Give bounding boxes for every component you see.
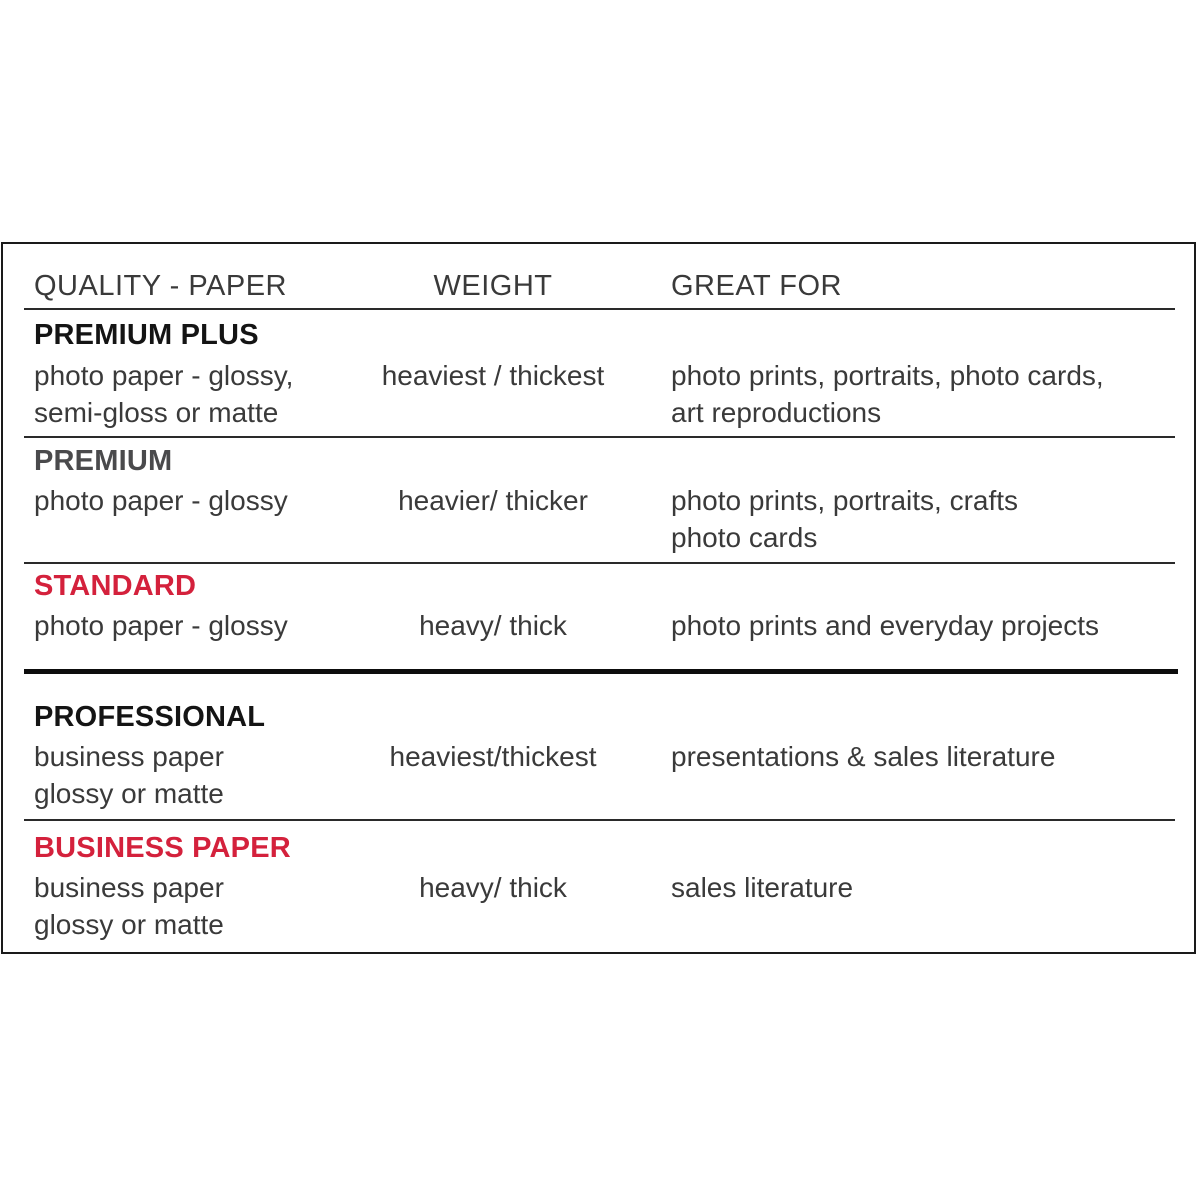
row-weight: heavy/ thick: [419, 610, 567, 641]
row-description: [34, 607, 288, 644]
row-great-for-line: sales literature: [671, 872, 854, 903]
row-weight: heaviest / thickest: [381, 360, 605, 391]
row-divider: [24, 819, 1175, 821]
row-great-for-line: photo prints, portraits, photo cards,: [671, 360, 1104, 391]
row-great-for-line: photo prints and everyday projects: [671, 610, 1100, 641]
row-description: [34, 869, 224, 943]
header-weight: WEIGHT: [433, 270, 553, 302]
row-description-line: glossy or matte: [34, 778, 224, 809]
row-description-line: photo paper - glossy,: [34, 360, 294, 391]
row-great-for-line: art reproductions: [671, 397, 882, 428]
row-description-line: business paper: [34, 872, 224, 903]
row-title: STANDARD: [34, 570, 197, 602]
row-weight: heavier/ thicker: [398, 485, 588, 516]
row-great-for-line: photo cards: [671, 522, 818, 553]
row-description-line: photo paper - glossy: [34, 610, 288, 641]
row-title: PREMIUM PLUS: [34, 319, 259, 351]
row-description: [34, 738, 224, 812]
row-weight: heavy/ thick: [419, 872, 567, 903]
row-description-line: photo paper - glossy: [34, 485, 288, 516]
row-great-for: [671, 738, 1055, 775]
header-quality-paper: QUALITY - PAPER: [34, 270, 287, 302]
row-great-for: [671, 869, 853, 906]
header-great-for: GREAT FOR: [671, 270, 842, 302]
row-description: [34, 482, 288, 519]
row-title: PROFESSIONAL: [34, 701, 266, 733]
row-great-for-line: presentations & sales literature: [671, 741, 1056, 772]
row-weight: heaviest/thickest: [389, 741, 597, 772]
row-description: [34, 357, 293, 431]
row-great-for: [671, 482, 1018, 556]
row-divider: [24, 562, 1175, 564]
row-divider: [24, 436, 1175, 438]
row-great-for: [671, 607, 1099, 644]
row-great-for-line: photo prints, portraits, crafts: [671, 485, 1019, 516]
row-description-line: semi-gloss or matte: [34, 397, 279, 428]
row-description-line: glossy or matte: [34, 909, 224, 940]
section-divider: [24, 669, 1178, 674]
row-great-for: [671, 357, 1104, 431]
row-description-line: business paper: [34, 741, 224, 772]
header-divider: [24, 308, 1175, 310]
row-title: PREMIUM: [34, 445, 173, 477]
row-title: BUSINESS PAPER: [34, 832, 291, 864]
